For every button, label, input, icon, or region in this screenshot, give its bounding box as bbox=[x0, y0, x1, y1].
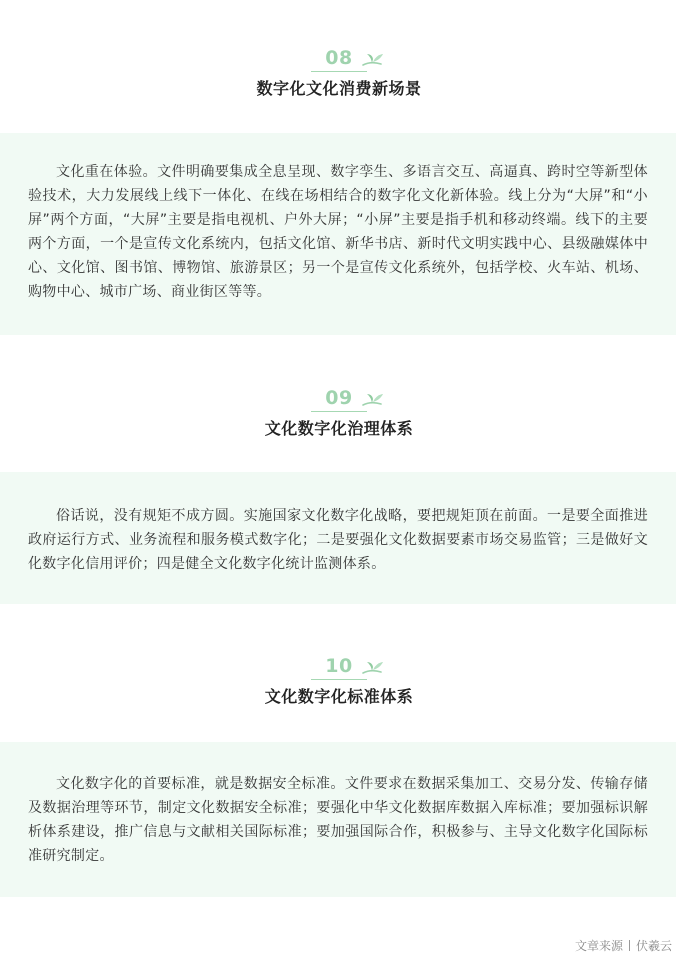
section-body: 文化重在体验。文件明确要集成全息呈现、数字孪生、多语言交互、高逼真、跨时空等新型体验技术，大力发展线上线下一体化、在线在场相结合的数字化文化新体验。线上分为“大屏”和“小屏”两个方面，“大屏”主要是指电视机、户外大屏；“小屏”主要是指手机和移动终端。线下的主要两个方面，一个是宣传文化系统内，包括文化馆、新华书店、新时代文明实践中心、县级融媒体中心、文化馆、图书馆、博物馆、旅游景区；另一个是宣传文化系统外，包括学校、火车站、机场、购物中心、城市广场、商业街区等等。 bbox=[28, 164, 648, 300]
source-value: 伏羲云 bbox=[635, 939, 672, 953]
section-header-10 bbox=[0, 656, 678, 707]
section-card-10 bbox=[0, 742, 676, 897]
section-title: 文化数字化治理体系 bbox=[264, 419, 414, 438]
sprout-icon bbox=[359, 657, 387, 677]
section-header-09 bbox=[0, 388, 678, 439]
section-title: 文化数字化标准体系 bbox=[264, 687, 414, 706]
section-body: 俗话说，没有规矩不成方圆。实施国家文化数字化战略，要把规矩顶在前面。一是要全面推进政府运行方式、业务流程和服务模式数字化；二是要强化文化数据要素市场交易监管；三是做好文化数字化信用评价；四是健全文化数字化统计监测体系。 bbox=[28, 508, 648, 572]
section-title: 数字化文化消费新场景 bbox=[256, 79, 422, 98]
section-number-underline bbox=[311, 411, 367, 412]
section-card-08 bbox=[0, 133, 676, 335]
source-label: 文章来源 bbox=[574, 939, 623, 953]
source-divider bbox=[629, 940, 630, 951]
article-source bbox=[575, 938, 672, 954]
section-number-row bbox=[0, 388, 678, 410]
section-number: 10 bbox=[325, 655, 353, 677]
section-number: 08 bbox=[325, 47, 353, 69]
sprout-icon bbox=[359, 49, 387, 69]
section-card-09 bbox=[0, 472, 676, 604]
section-number-underline bbox=[311, 679, 367, 680]
section-number-underline bbox=[311, 71, 367, 72]
sprout-icon bbox=[359, 389, 387, 409]
section-number-row bbox=[0, 48, 678, 70]
section-number: 09 bbox=[325, 387, 353, 409]
section-body: 文化数字化的首要标准，就是数据安全标准。文件要求在数据采集加工、交易分发、传输存储及数据治理等环节，制定文化数据安全标准；要强化中华文化数据库数据入库标准；要加强标识解析体系建设，推广信息与文献相关国际标准；要加强国际合作，积极参与、主导文化数字化国际标准研究制定。 bbox=[28, 776, 648, 864]
section-number-row bbox=[0, 656, 678, 678]
section-header-08 bbox=[0, 48, 678, 99]
